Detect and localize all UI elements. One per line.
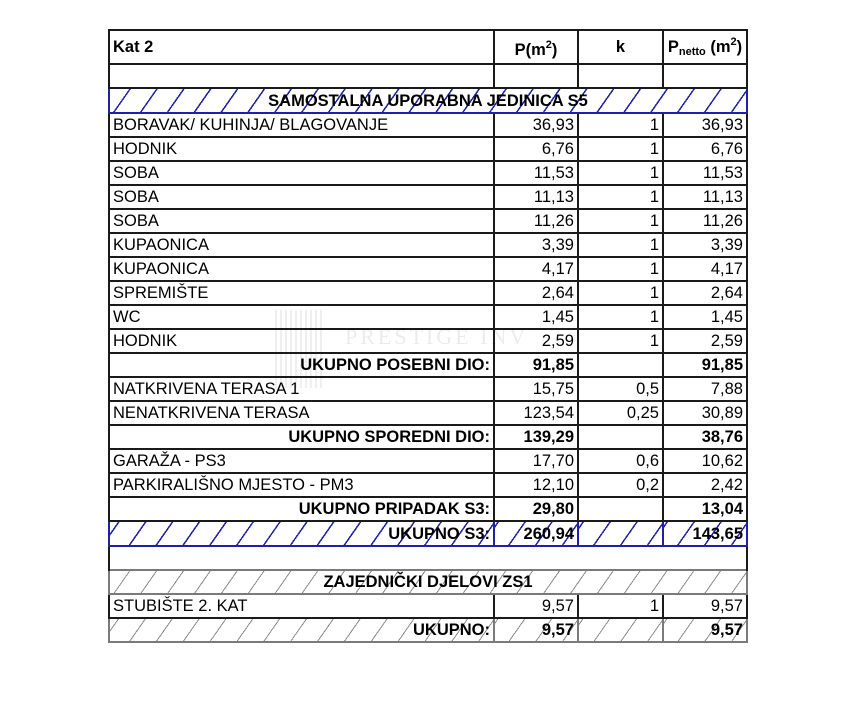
room-k: 0,6 <box>578 449 663 473</box>
room-k: 0,25 <box>578 401 663 425</box>
header-col-p: $P(m^2)$ <box>494 30 578 64</box>
room-pnetto: 2,42 <box>663 473 747 497</box>
header-col-pnetto: $P_{netto}$ $(m^2)$ <box>663 30 747 64</box>
room-name: NENATKRIVENA TERASA <box>109 401 494 425</box>
room-name: HODNIK <box>109 329 494 353</box>
room-p: 11,53 <box>494 161 578 185</box>
room-k: 1 <box>578 137 663 161</box>
room-name: SOBA <box>109 161 494 185</box>
room-k: 1 <box>578 161 663 185</box>
section-header-zs1 <box>109 570 747 594</box>
room-pnetto: 2,64 <box>663 281 747 305</box>
room-pnetto: 30,89 <box>663 401 747 425</box>
room-name: PARKIRALIŠNO MJESTO - PM3 <box>109 473 494 497</box>
table-row <box>109 137 747 161</box>
empty-row <box>109 64 747 88</box>
total-s3-row <box>109 521 747 546</box>
total-zs1-label: UKUPNO: <box>109 618 494 642</box>
room-name: GARAŽA - PS3 <box>109 449 494 473</box>
room-name: BORAVAK/ KUHINJA/ BLAGOVANJE <box>109 113 494 137</box>
total-zs1-p: 9,57 <box>494 618 578 642</box>
room-pnetto: 11,13 <box>663 185 747 209</box>
total-sporedni-p: 139,29 <box>494 425 578 449</box>
section-header-s5 <box>109 88 747 113</box>
room-k: 1 <box>578 257 663 281</box>
room-name: HODNIK <box>109 137 494 161</box>
room-pnetto: 9,57 <box>663 594 747 618</box>
table-row <box>109 113 747 137</box>
total-pripadak-pnetto: 13,04 <box>663 497 747 521</box>
room-k: 1 <box>578 594 663 618</box>
table-row <box>109 281 747 305</box>
room-k: 0,2 <box>578 473 663 497</box>
room-pnetto: 36,93 <box>663 113 747 137</box>
room-pnetto: 10,62 <box>663 449 747 473</box>
room-p: 12,10 <box>494 473 578 497</box>
table-row <box>109 305 747 329</box>
room-name: KUPAONICA <box>109 233 494 257</box>
table-row <box>109 233 747 257</box>
room-p: 123,54 <box>494 401 578 425</box>
total-zs1-row <box>109 618 747 642</box>
room-k: 1 <box>578 305 663 329</box>
header-title: Kat 2 <box>109 30 494 64</box>
room-p: 3,39 <box>494 233 578 257</box>
room-pnetto: 4,17 <box>663 257 747 281</box>
area-table <box>108 29 748 643</box>
room-p: 36,93 <box>494 113 578 137</box>
table-row <box>109 449 747 473</box>
room-pnetto: 7,88 <box>663 377 747 401</box>
room-pnetto: 2,59 <box>663 329 747 353</box>
header-col-k: k <box>578 30 663 64</box>
room-name: NATKRIVENA TERASA 1 <box>109 377 494 401</box>
room-p: 1,45 <box>494 305 578 329</box>
header-row <box>109 30 747 64</box>
room-pnetto: 1,45 <box>663 305 747 329</box>
table-row <box>109 185 747 209</box>
room-k: 1 <box>578 185 663 209</box>
section-title-s5: SAMOSTALNA UPORABNA JEDINICA S5 <box>109 88 747 113</box>
table-row <box>109 161 747 185</box>
room-k: 1 <box>578 329 663 353</box>
room-pnetto: 11,53 <box>663 161 747 185</box>
total-posebni-label: UKUPNO POSEBNI DIO: <box>109 353 494 377</box>
room-name: SPREMIŠTE <box>109 281 494 305</box>
table-row <box>109 473 747 497</box>
room-p: 15,75 <box>494 377 578 401</box>
room-p: 11,26 <box>494 209 578 233</box>
total-sporedni-row <box>109 425 747 449</box>
table-row <box>109 594 747 618</box>
watermark-text: PRESTIGE INV <box>345 324 529 349</box>
room-p: 17,70 <box>494 449 578 473</box>
room-pnetto: 3,39 <box>663 233 747 257</box>
room-p: 2,59 <box>494 329 578 353</box>
total-posebni-row <box>109 353 747 377</box>
room-p: 4,17 <box>494 257 578 281</box>
total-zs1-pnetto: 9,57 <box>663 618 747 642</box>
room-name: WC <box>109 305 494 329</box>
room-name: SOBA <box>109 185 494 209</box>
room-k: 1 <box>578 113 663 137</box>
total-pripadak-label: UKUPNO PRIPADAK S3: <box>109 497 494 521</box>
room-k: 0,5 <box>578 377 663 401</box>
total-pripadak-row <box>109 497 747 521</box>
spacer-row <box>109 546 747 570</box>
table-row <box>109 377 747 401</box>
total-posebni-pnetto: 91,85 <box>663 353 747 377</box>
room-k: 1 <box>578 209 663 233</box>
room-k: 1 <box>578 233 663 257</box>
room-k: 1 <box>578 281 663 305</box>
room-pnetto: 11,26 <box>663 209 747 233</box>
total-sporedni-pnetto: 38,76 <box>663 425 747 449</box>
section-title-zs1: ZAJEDNIČKI DJELOVI ZS1 <box>109 570 747 594</box>
room-p: 9,57 <box>494 594 578 618</box>
room-name: KUPAONICA <box>109 257 494 281</box>
total-pripadak-p: 29,80 <box>494 497 578 521</box>
table-row <box>109 401 747 425</box>
total-s3-label: UKUPNO S3: <box>109 521 494 546</box>
room-name: SOBA <box>109 209 494 233</box>
total-sporedni-label: UKUPNO SPOREDNI DIO: <box>109 425 494 449</box>
room-pnetto: 6,76 <box>663 137 747 161</box>
total-s3-pnetto: 143,65 <box>663 521 747 546</box>
room-p: 11,13 <box>494 185 578 209</box>
room-name: STUBIŠTE 2. KAT <box>109 594 494 618</box>
table-row <box>109 209 747 233</box>
table-row <box>109 257 747 281</box>
room-p: 2,64 <box>494 281 578 305</box>
total-posebni-p: 91,85 <box>494 353 578 377</box>
table-row <box>109 329 747 353</box>
total-s3-p: 260,94 <box>494 521 578 546</box>
room-p: 6,76 <box>494 137 578 161</box>
